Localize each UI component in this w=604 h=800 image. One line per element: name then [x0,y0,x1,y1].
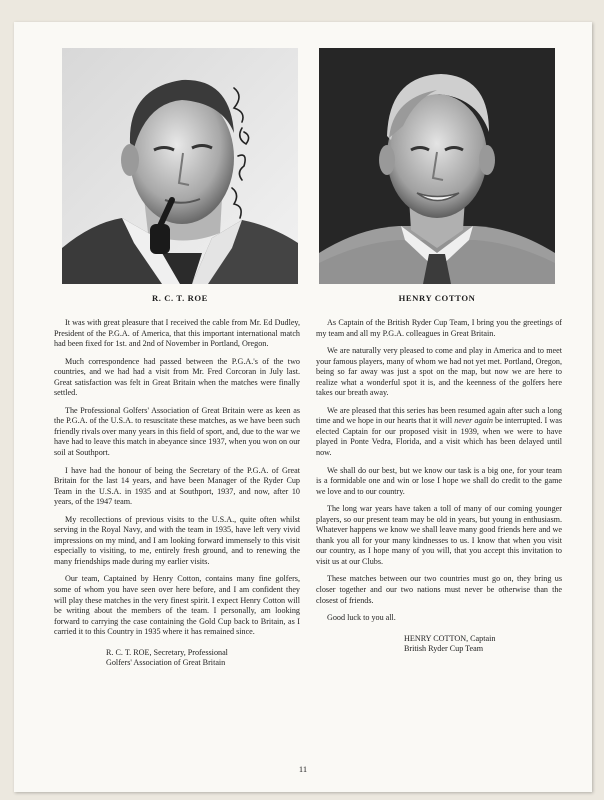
cotton-paragraph-6: These matches between our two countries must go on, they bring us closer together and our two nations must never be otherwise than the closest of friends. [316,574,562,605]
roe-paragraph-5: My recollections of previous visits to the U.S.A., quite often whilst serving in the Royal Navy, and with the team in 1935, have left very vivid impressions on my mind, and I am looking forward immensely to this visit especially to visiting, to me, entirely fresh ground, and to renewing the many friendships made during my earlier visits. [54,514,300,566]
program-page [14,22,592,792]
page-number: 11 [298,764,308,774]
cotton-paragraph-3-emphasis: never again [454,416,493,426]
portrait-roe [62,48,298,284]
roe-paragraph-4: I have had the honour of being the Secretary of the P.G.A. of Great Britain for the last 14 years, and have been Manager of the Ryder Cup Team in the U.S.A. in 1935 and at Southport, 1937, and now, after 10 years, of the 1947 team. [54,465,300,507]
portrait-cotton-image [319,48,555,284]
cotton-closing: Good luck to you all. [327,613,396,623]
roe-paragraph-1: It was with great pleasure that I received the cable from Mr. Ed Dudley, President of the P.G.A. of America, that this important international match had been fixed for 1st. and 2nd of November in Portland, Oregon. [54,318,300,349]
roe-paragraph-2: Much correspondence had passed between the P.G.A.'s of the two countries, and we had had a visit from Mr. Fred Corcoran in July last. Great satisfaction was felt in Great Britain when the matches were finally settled. [54,356,300,398]
cotton-paragraph-5: The long war years have taken a toll of many of our coming younger players, so our present team may be old in years, but young in enthusiasm. Whatever happens we know we shall leave many good friends here and we thank you all for your many kindnesses to us. I know that when you visit our country, as I hope many of you will, that you accept this invitation to visit us at our Clubs. [316,504,562,566]
letter-roe [54,318,300,669]
roe-signature-line-1: R. C. T. ROE, Secretary, Professional [106,647,228,657]
cotton-signature-line-1: HENRY COTTON, Captain [404,633,496,643]
cotton-signature-line-2: British Ryder Cup Team [404,644,484,654]
roe-paragraph-6: Our team, Captained by Henry Cotton, contains many fine golfers, some of whom you have seen over here before, and I am confident they will play these matches in the very finest spirit. I expect Henry Cotton will be writing about the members of the team. I personally, am looking forward to carrying the case containing the Gold Cup back to Britain, as I carried it to this Country in 1935 where it has remained since. [54,574,300,637]
roe-paragraph-3: The Professional Golfers' Association of Great Britain were as keen as the P.G.A. of the U.S.A. to resuscitate these matches, as we have been such friendly rivals over many years in this field of sport, and, due to the war we have had to leave this match in abeyance since 1937, when you won on our soil at Southport. [54,405,300,458]
portrait-roe-image [62,48,298,284]
roe-signature-line-2: Golfers' Association of Great Britain [106,658,226,668]
cotton-paragraph-1: As Captain of the British Ryder Cup Team, I bring you the greetings of my team and all my P.G.A. colleagues in Great Britain. [316,318,562,338]
caption-roe: R. C. T. ROE [151,293,209,303]
cotton-paragraph-4: We shall do our best, but we know our task is a big one, for your team is a formidable one and win or lose I hope we shall do credit to the game we love and to our country. [316,465,562,496]
letter-cotton [316,318,562,655]
portrait-cotton [319,48,555,284]
cotton-signature [404,634,562,655]
cotton-paragraph-2: We are naturally very pleased to come and play in America and to meet your famous players, many of whom we had not yet met. Portland, Oregon, being so far away was just a spot on the map, but now we are here to realize what a wonderful spot it is, and the keenness of the golfers here takes our breath away. [316,346,562,398]
cotton-paragraph-3-start: We are pleased that this series has been resumed again after such a long time and we hope in our hearts that it will [316,405,562,426]
cotton-paragraph-3-end: be interrupted. I was elected Captain for our proposed visit in 1939, when we were to have played in Ponte Vedra, Florida, and a visit which has been delayed until now. [316,416,562,458]
caption-cotton: HENRY COTTON [398,293,476,303]
cotton-paragraph-3 [316,406,562,459]
roe-signature [54,648,300,669]
